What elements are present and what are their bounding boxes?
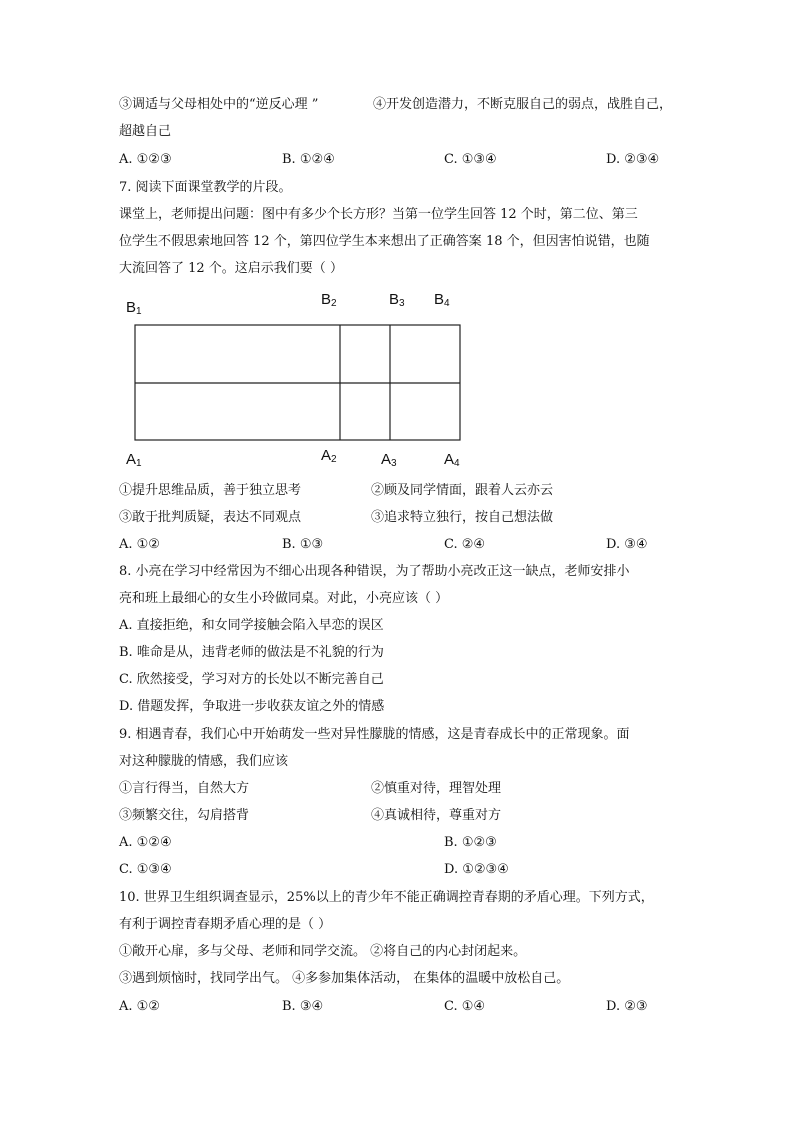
q6-option-d: D. ②③④ [606,152,660,167]
label-b1: $B_1$ [126,299,142,317]
q7-item-4: ③追求特立独行，按自己想法做 [371,510,554,525]
q7-option-c: C. ②④ [444,537,486,552]
rectangle-grid-diagram [122,290,482,470]
label-a4: $A_4$ [444,451,460,469]
q8-choice-b: B. 唯命是从，违背老师的做法是不礼貌的行为 [119,645,384,660]
q10-option-b: B. ③④ [282,999,324,1014]
q9-item-4: ④真诚相待，尊重对方 [371,808,502,823]
q6-item-4: ④开发创造潜力，不断克服自己的弱点，战胜自己， [373,97,673,112]
q10-items-line-2: ③遇到烦恼时，找同学出气。 ④多参加集体活动， 在集体的温暖中放松自己。 [119,971,570,986]
label-b2: $B_2$ [321,291,337,309]
label-b4: $B_4$ [434,291,450,309]
q10-option-a: A. ①② [119,999,160,1014]
q10-option-d: D. ②③ [606,999,648,1014]
q10-body-line-2: 有利于调控青春期矛盾心理的是（ ） [119,917,332,932]
q9-option-b: B. ①②③ [444,835,497,850]
q7-title: 7. 阅读下面课堂教学的片段。 [119,180,292,195]
q8-choice-d: D. 借题发挥，争取进一步收获友谊之外的情感 [119,699,385,714]
q10-items-line-1: ①敞开心扉，多与父母、老师和同学交流。 ②将自己的内心封闭起来。 [119,944,527,959]
q8-choice-c: C. 欣然接受，学习对方的长处以不断完善自己 [119,672,384,687]
rectangle-figure [122,290,482,470]
q7-item-2: ②顾及同学情面，跟着人云亦云 [371,483,554,498]
label-b3: $B_3$ [389,291,405,309]
q7-option-b: B. ①③ [282,537,324,552]
label-a1: $A_1$ [126,451,142,469]
q8-choice-a: A. 直接拒绝，和女同学接触会陷入早恋的误区 [119,618,384,633]
q9-option-a: A. ①②④ [119,835,172,850]
q7-option-d: D. ③④ [606,537,648,552]
q7-item-1: ①提升思维品质，善于独立思考 [119,483,302,498]
q7-body-line-2: 位学生不假思索地回答 12 个，第四位学生本来想出了正确答案 18 个，但因害怕说错，也随 [119,234,650,249]
q7-option-a: A. ①② [119,537,160,552]
q6-option-a: A. ①②③ [119,152,172,167]
q9-item-3: ③频繁交往，勾肩搭背 [119,808,250,823]
q6-item-3: ③调适与父母相处中的“逆反心理 ” [119,97,319,112]
q9-option-c: C. ①③④ [119,862,172,877]
label-a2: $A_2$ [321,447,337,465]
q9-body-line-1: 9. 相遇青春，我们心中开始萌发一些对异性朦胧的情感，这是青春成长中的正常现象。面 [119,727,630,742]
q7-item-3: ③敢于批判质疑，表达不同观点 [119,510,302,525]
q10-option-c: C. ①④ [444,999,486,1014]
q9-body-line-2: 对这种朦胧的情感，我们应该 [119,754,289,769]
q9-item-1: ①言行得当，自然大方 [119,781,250,796]
q6-option-b: B. ①②④ [282,152,335,167]
q6-item-4-continued: 超越自己 [119,124,172,139]
q7-body-line-3: 大流回答了 12 个。这启示我们要（ ） [119,261,343,276]
q9-item-2: ②慎重对待，理智处理 [371,781,502,796]
q7-body-line-1: 课堂上，老师提出问题：图中有多少个长方形？当第一位学生回答 12 个时，第二位、第三 [119,207,638,222]
q9-option-d: D. ①②③④ [444,862,509,877]
q10-body-line-1: 10. 世界卫生组织调查显示，25%以上的青少年不能正确调控青春期的矛盾心理。下列方式， [119,890,654,905]
label-a3: $A_3$ [381,451,397,469]
q8-body-line-2: 亮和班上最细心的女生小玲做同桌。对此，小亮应该（ ） [119,591,449,606]
q6-option-c: C. ①③④ [444,152,497,167]
q8-body-line-1: 8. 小亮在学习中经常因为不细心出现各种错误，为了帮助小亮改正这一缺点，老师安排小 [119,564,630,579]
